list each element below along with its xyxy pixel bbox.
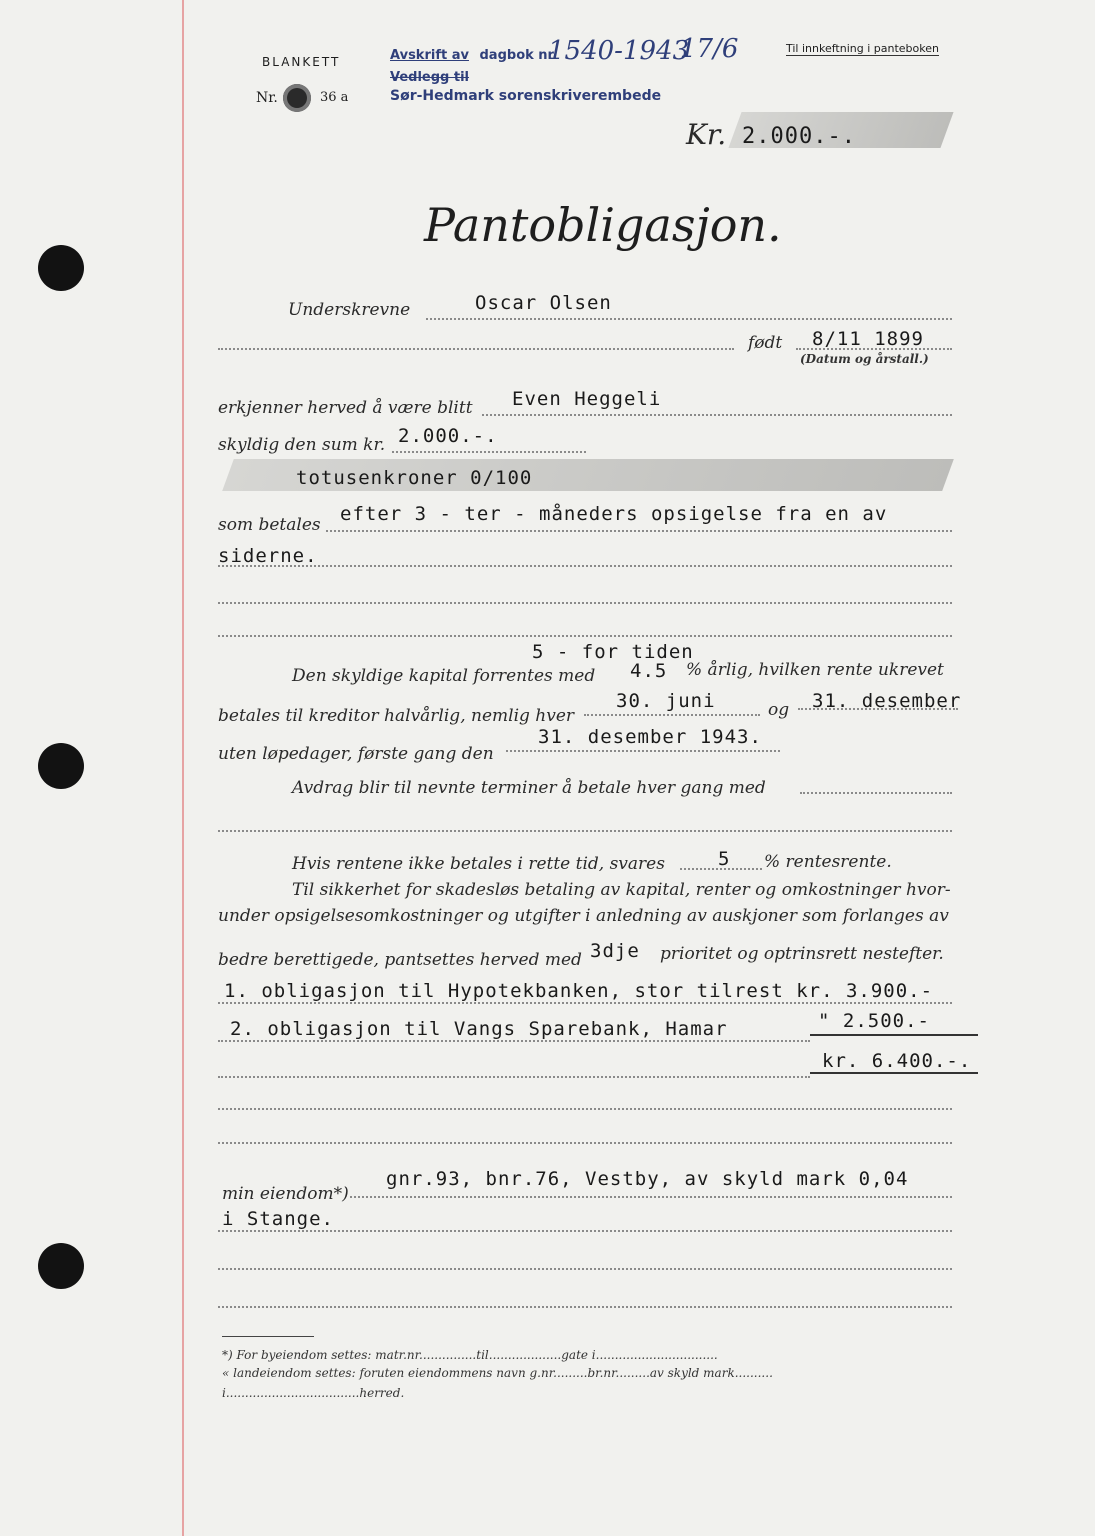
footnote-line-1: *) For byeiendom settes: matr.nr...............til...................gate i................................ bbox=[222, 1348, 718, 1362]
page-title: Pantobligasjon. bbox=[424, 198, 782, 252]
underskrevne-value: Oscar Olsen bbox=[475, 292, 612, 314]
erkjenner-label: erkjenner herved å være blitt bbox=[218, 398, 473, 418]
stamp-avskrift-b: dagbok nr. bbox=[479, 48, 558, 63]
avdrag-line bbox=[800, 792, 952, 794]
obl2-line bbox=[218, 1040, 810, 1042]
obl1-value: 1. obligasjon til Hypotekbanken, stor tilrest kr. 3.900.- bbox=[224, 980, 934, 1002]
amount-value: 2.000.-. bbox=[742, 124, 856, 149]
subtotal-rule bbox=[810, 1034, 978, 1036]
amount-label: Kr. bbox=[686, 118, 727, 151]
punch-hole bbox=[38, 743, 84, 789]
footnote-2c: av skyld mark bbox=[649, 1366, 735, 1380]
dagbok-date: 17/6 bbox=[680, 34, 739, 64]
underskrevne-line bbox=[426, 318, 952, 320]
form-number-label: Nr. bbox=[256, 90, 278, 106]
seal-icon bbox=[283, 84, 311, 112]
skyldig-line bbox=[392, 451, 586, 453]
blank-line-1 bbox=[218, 602, 952, 604]
eiendom-line-1 bbox=[350, 1196, 952, 1198]
footnote-line-3: i...................................herred. bbox=[222, 1386, 405, 1400]
form-number: 36 a bbox=[320, 90, 349, 105]
stamp-vedlegg: Vedlegg til bbox=[390, 70, 470, 85]
footnote-1b: til bbox=[476, 1348, 489, 1362]
date1-value: 30. juni bbox=[616, 690, 716, 712]
eiendom-value-1: gnr.93, bnr.76, Vestby, av skyld mark 0,04 bbox=[386, 1168, 909, 1190]
footnote-2b: br.nr bbox=[587, 1366, 616, 1380]
total-value: kr. 6.400.-. bbox=[822, 1050, 972, 1072]
footnote-1a: *) For byeiendom settes: matr.nr bbox=[222, 1348, 420, 1362]
sikkerhet-line-2: under opsigelsesomkostninger og utgifter i anledning av auskjoner som forlanges av bbox=[218, 906, 949, 926]
footnote-1c: gate i bbox=[561, 1348, 596, 1362]
bedre-label-a: bedre berettigede, pantsettes herved med bbox=[218, 950, 582, 970]
skyldig-label: skyldig den sum kr. bbox=[218, 435, 386, 455]
obl2-value: 2. obligasjon til Vangs Sparebank, Hamar bbox=[230, 1018, 728, 1040]
eiendom-value-2: i Stange. bbox=[222, 1208, 334, 1230]
hvis-label-a: Hvis rentene ikke betales i rette tid, svares bbox=[292, 854, 665, 874]
blank-line-6 bbox=[218, 1268, 952, 1270]
words-value: totusenkroner 0/100 bbox=[296, 467, 533, 489]
datum-note: (Datum og årstall.) bbox=[800, 352, 929, 366]
obl2-amount: " 2.500.- bbox=[818, 1010, 930, 1032]
sikkerhet-line-1: Til sikkerhet for skadesløs betaling av kapital, renter og omkostninger hvor- bbox=[292, 880, 951, 900]
eiendom-line-2 bbox=[218, 1230, 952, 1232]
fodt-value: 8/11 1899 bbox=[812, 328, 924, 350]
date1-line bbox=[584, 714, 760, 716]
date2-value: 31. desember bbox=[812, 690, 962, 712]
betales-line-1 bbox=[326, 530, 952, 532]
underskrevne-label: Underskrevne bbox=[288, 300, 411, 320]
margin-line bbox=[182, 0, 184, 1536]
kapital-label-b: % årlig, hvilken rente ukrevet bbox=[686, 660, 944, 680]
creditor-value: Even Heggeli bbox=[512, 388, 662, 410]
hvis-value: 5 bbox=[718, 848, 731, 870]
blank-line-5 bbox=[218, 1142, 952, 1144]
blank-line-3 bbox=[218, 830, 952, 832]
footnote-2a: « landeiendom settes: foruten eiendommens navn g.nr bbox=[222, 1366, 554, 1380]
prioritet-value: 3dje bbox=[590, 940, 640, 962]
fodt-label: født bbox=[748, 333, 783, 353]
punch-hole bbox=[38, 1243, 84, 1289]
stamp-sorenskriver: Sør-Hedmark sorenskriverembede bbox=[390, 88, 662, 104]
erkjenner-line bbox=[482, 414, 952, 416]
halvaarlig-label: betales til kreditor halvårlig, nemlig hver bbox=[218, 706, 575, 726]
for-tiden-value: 5 - for tiden bbox=[532, 641, 694, 663]
betales-label: som betales bbox=[218, 515, 321, 535]
blank-line-7 bbox=[218, 1306, 952, 1308]
first-date-value: 31. desember 1943. bbox=[538, 726, 762, 748]
betales-line-2 bbox=[218, 565, 952, 567]
top-right-note: Til innkeftning i panteboken bbox=[786, 42, 939, 55]
betales-value-1: efter 3 - ter - måneders opsigelse fra en av bbox=[340, 503, 888, 525]
eiendom-label: min eiendom*) bbox=[222, 1184, 349, 1204]
stamp-avskrift-a: Avskrift av bbox=[390, 48, 469, 63]
footnote-3b: herred. bbox=[359, 1386, 405, 1400]
stamp-avskrift bbox=[390, 48, 557, 63]
punch-hole bbox=[38, 245, 84, 291]
blankett-label: BLANKETT bbox=[262, 55, 341, 69]
blank-line-2 bbox=[218, 635, 952, 637]
footnote-3a: i bbox=[222, 1386, 226, 1400]
og-label: og bbox=[768, 700, 790, 720]
bedre-label-b: prioritet og optrinsrett nestefter. bbox=[660, 944, 944, 964]
total-line-left bbox=[218, 1076, 810, 1078]
obl1-line bbox=[218, 1002, 952, 1004]
kapital-label-a: Den skyldige kapital forrentes med bbox=[292, 666, 596, 686]
kapital-value: 4.5 bbox=[630, 660, 668, 682]
first-date-line bbox=[506, 750, 780, 752]
lopedager-label: uten løpedager, første gang den bbox=[218, 744, 494, 764]
skyldig-value: 2.000.-. bbox=[398, 425, 498, 447]
hvis-label-b: % rentesrente. bbox=[764, 852, 892, 872]
betales-value-2: siderne. bbox=[218, 545, 318, 567]
footnote-rule bbox=[222, 1336, 314, 1337]
avdrag-label: Avdrag blir til nevnte terminer å betale hver gang med bbox=[292, 778, 766, 798]
footnote-line-2: « landeiendom settes: foruten eiendommens navn g.nr.........br.nr.........av skyld mark.......... bbox=[222, 1366, 773, 1380]
total-rule bbox=[810, 1072, 978, 1074]
blank-line-4 bbox=[218, 1108, 952, 1110]
dagbok-number: 1540-1943 bbox=[548, 36, 690, 66]
fodt-line-left bbox=[218, 348, 734, 350]
